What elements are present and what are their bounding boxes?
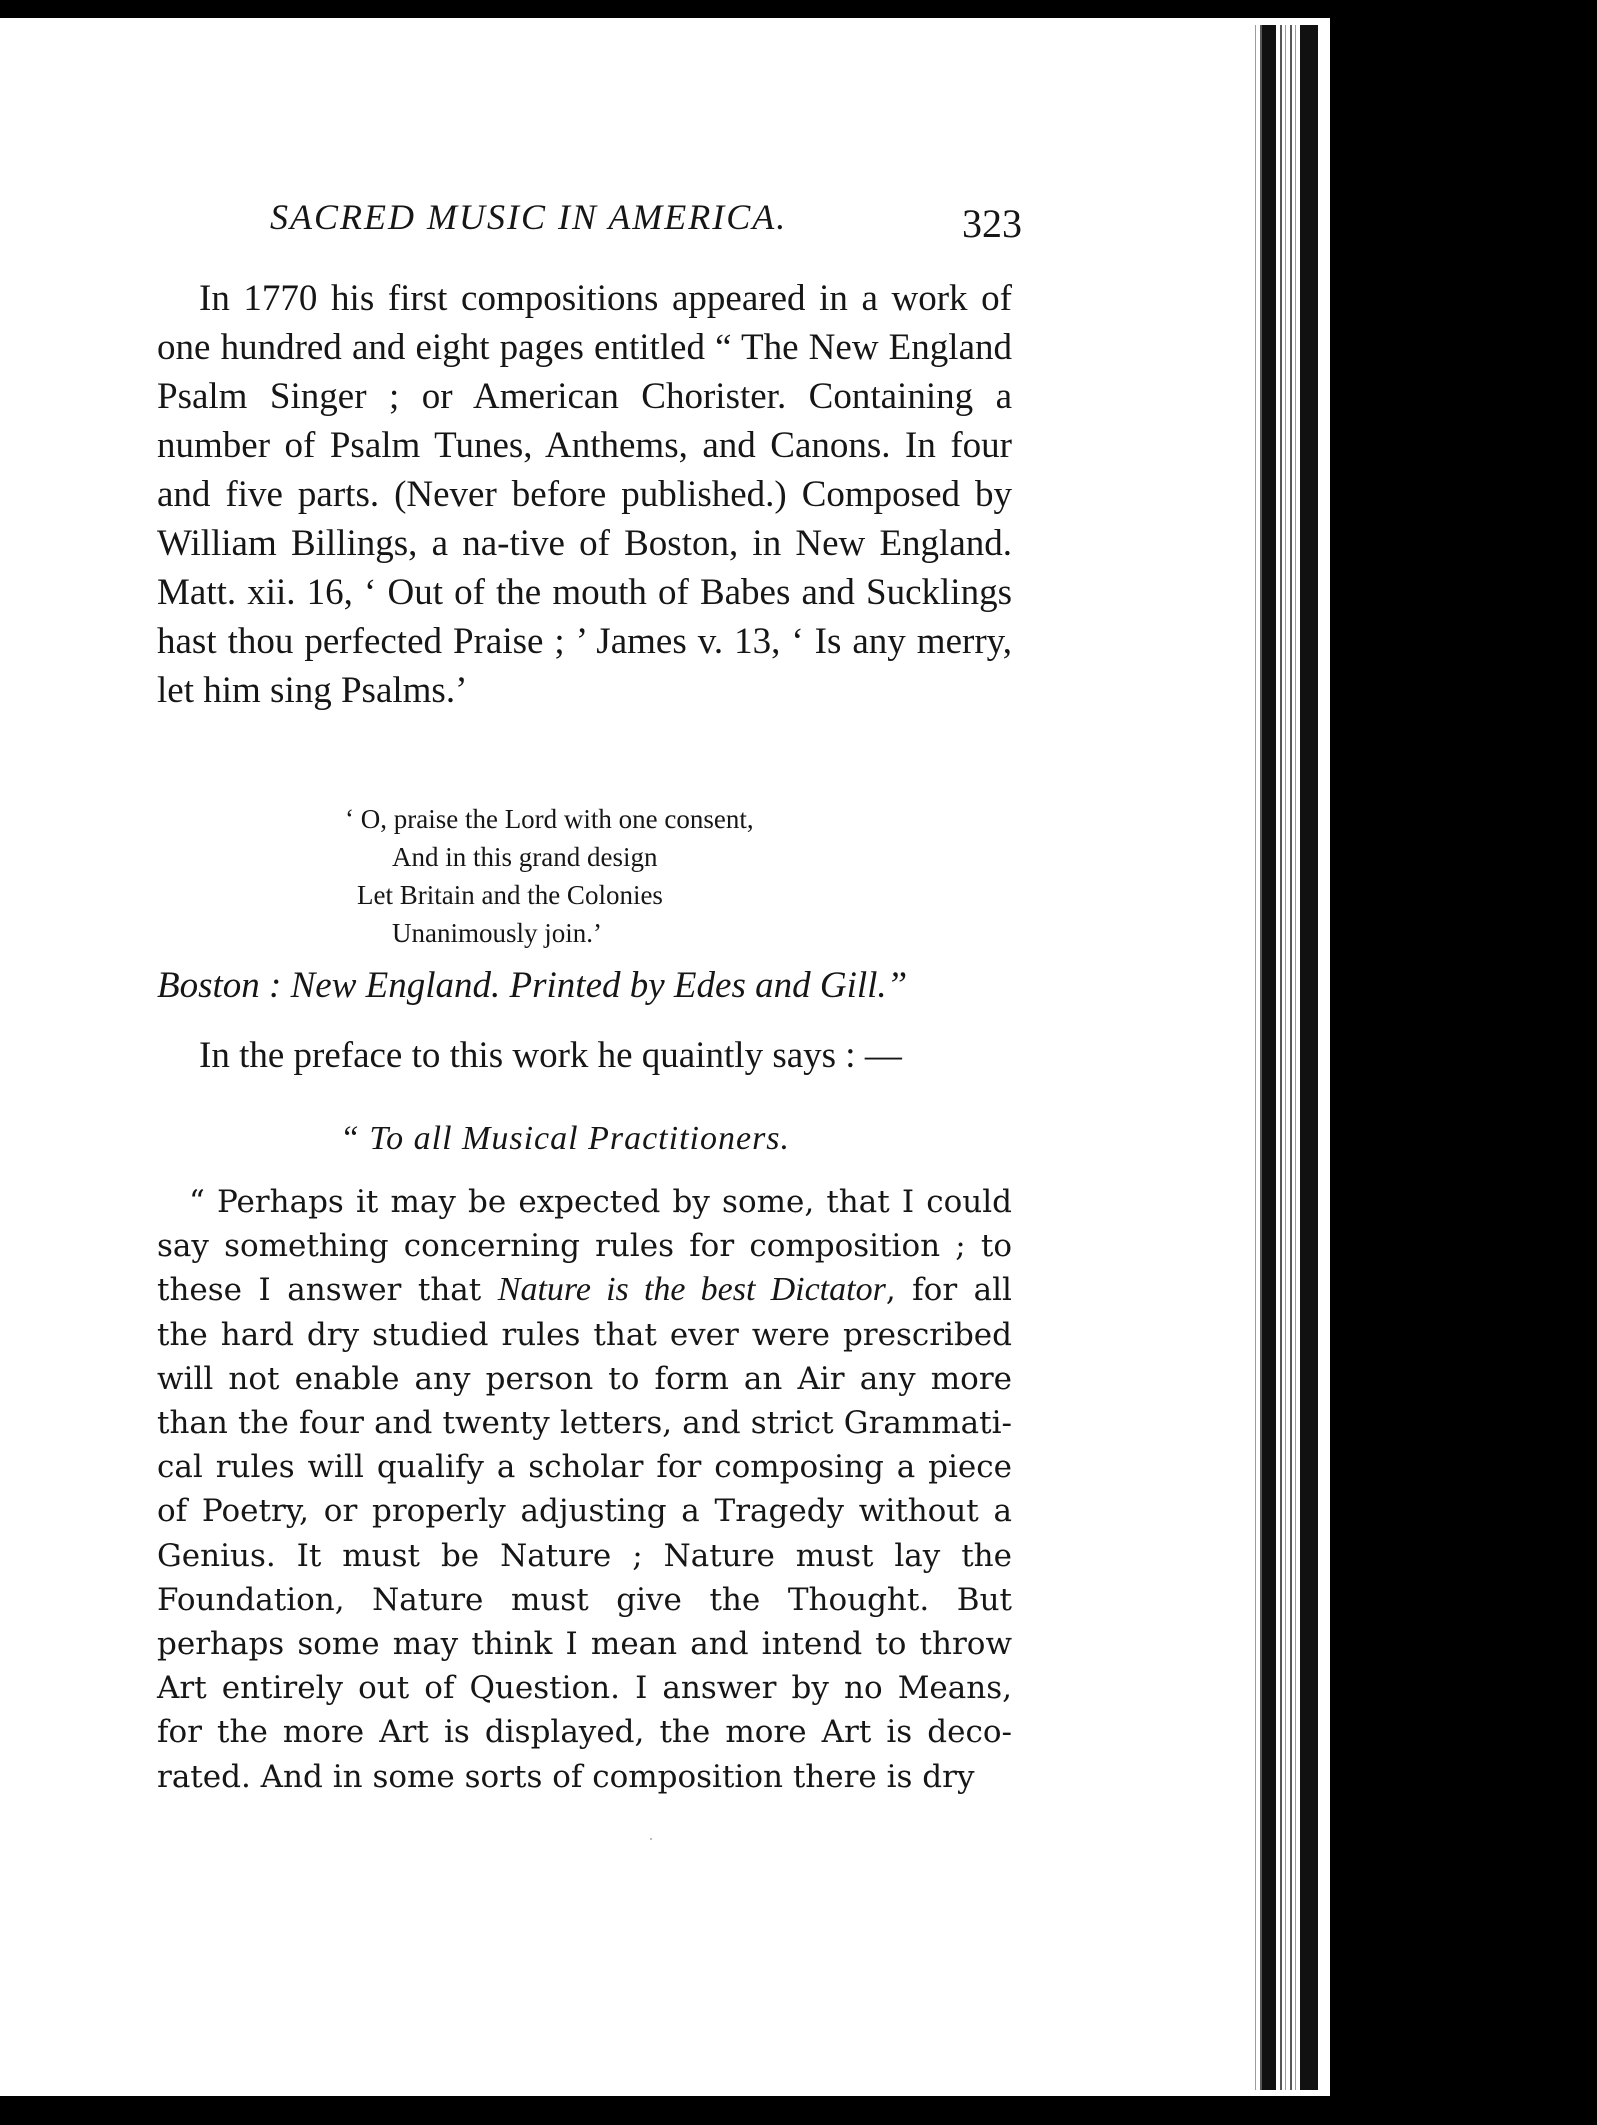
- quote-line: the hard dry studied rules that ever were prescribed: [157, 1316, 1012, 1353]
- imprint-place: Boston : New England.: [157, 965, 501, 1006]
- page-header: [270, 196, 1022, 256]
- imprint-printer: Printed by Edes and Gill.”: [509, 965, 908, 1006]
- scan-speck: [650, 1838, 652, 1840]
- quote-line: say something concerning rules for composition ; to: [157, 1228, 1012, 1265]
- quote-emphasis: Nature is the best Dictator: [497, 1271, 886, 1309]
- page-number: 323: [962, 201, 1022, 246]
- imprint-line: [157, 964, 907, 1007]
- quote-line: “ Perhaps it may be expected by some, that I could: [189, 1184, 1012, 1220]
- preface-quote: [157, 1180, 1012, 1799]
- paragraph-first-compositions: In 1770 his first compositions appeared in a work of one hundred and eight pages entitled “ The New England Psalm Singer ; or American Chorister. Containing a number of Psalm Tunes, Anthems, and Canons. In four and five parts. (Never before published.) Composed by William Billings, a na-tive of Boston, in New England. Matt. xii. 16, ‘ Out of the mouth of Babes and Sucklings hast thou perfected Praise ; ’ James v. 13, ‘ Is any merry, let him sing Psalms.’: [157, 278, 1012, 711]
- preface-intro: In the preface to this work he quaintly says : —: [199, 1035, 902, 1076]
- poem-line: And in this grand design: [392, 842, 658, 872]
- poem-stanza: [345, 800, 754, 952]
- quote-line: rated. And in some sorts of composition there is dry: [157, 1758, 975, 1795]
- scan-edge-top: [0, 0, 1330, 18]
- poem-line: Unanimously join.’: [392, 918, 602, 948]
- binding-gap: [1318, 40, 1330, 2080]
- quote-line: of Poetry, or properly adjusting a Tragedy without a: [157, 1493, 1012, 1530]
- quote-line: perhaps some may think I mean and intend to throw: [157, 1626, 1012, 1663]
- quote-line: for the more Art is displayed, the more Art is deco-: [157, 1714, 1012, 1751]
- binding-shadow-right: [1300, 25, 1318, 2090]
- running-title: SACRED MUSIC IN AMERICA.: [270, 197, 788, 237]
- poem-line: Let Britain and the Colonies: [357, 880, 663, 910]
- quote-line: than the four and twenty letters, and strict Grammati-: [157, 1405, 1012, 1442]
- quote-line: Genius. It must be Nature ; Nature must lay the: [157, 1537, 1012, 1574]
- quote-line: will not enable any person to form an Air any more: [157, 1360, 1012, 1397]
- scan-edge-right: [1330, 0, 1597, 2125]
- quote-line: Foundation, Nature must give the Thought. But: [157, 1581, 1012, 1618]
- quote-line: cal rules will qualify a scholar for composing a piece: [157, 1449, 1012, 1486]
- scan-edge-bottom: [0, 2096, 1597, 2125]
- binding-shadow-left: [1262, 25, 1276, 2090]
- quote-line: [157, 1268, 1012, 1312]
- poem-line: ‘ O, praise the Lord with one consent,: [345, 804, 754, 834]
- quote-line-text: , for all: [885, 1272, 1012, 1309]
- quote-line-text: these I answer that: [157, 1272, 498, 1309]
- quote-line: Art entirely out of Question. I answer by no Means,: [157, 1670, 1012, 1707]
- section-heading: “ To all Musical Practitioners.: [339, 1120, 791, 1157]
